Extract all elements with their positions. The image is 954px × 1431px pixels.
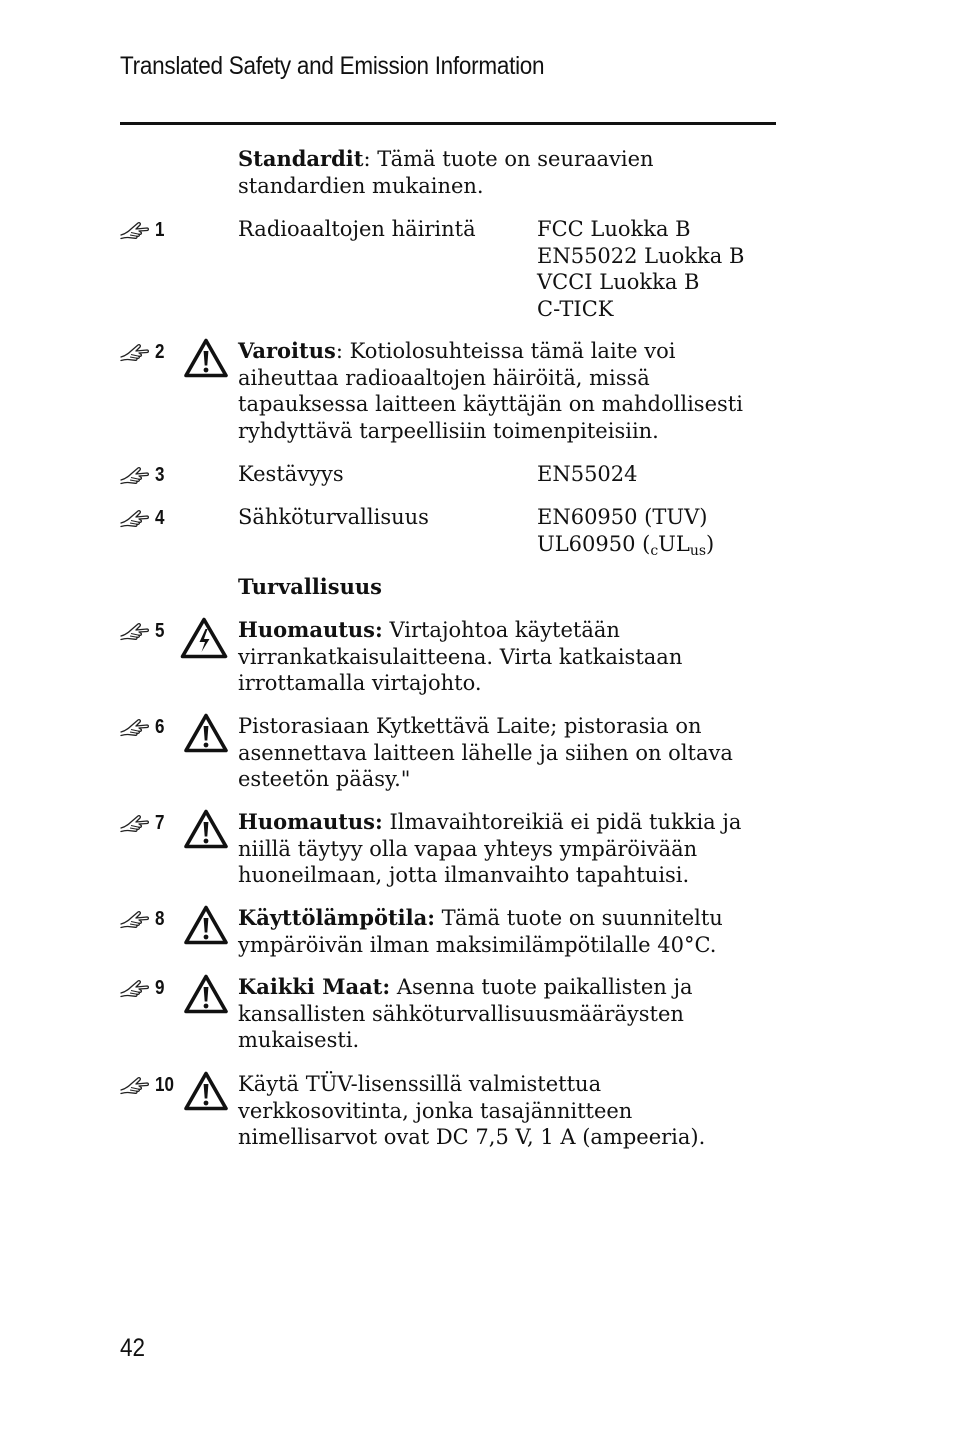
item-text: Käytä TÜV-lisenssillä valmistettua verkkosovitinta, jonka tasajännitteen nimellisarvot ovat DC 7,5 V, 1 A (ampeeria). bbox=[238, 1072, 706, 1149]
item-label: Radioaaltojen häirintä bbox=[238, 217, 476, 241]
pointing-hand-icon bbox=[119, 342, 151, 362]
pointing-hand-icon bbox=[119, 1075, 151, 1095]
item-marker: 1 bbox=[119, 218, 166, 242]
standards-intro-text: Standardit: Tämä tuote on seuraavien standardien mukainen. bbox=[238, 146, 654, 198]
item-marker: 6 bbox=[119, 715, 166, 739]
item-label: Sähköturvallisuus bbox=[238, 505, 429, 529]
pointing-hand-icon bbox=[119, 909, 151, 929]
header-rule bbox=[120, 122, 776, 125]
item-text: Käyttölämpötila: Tämä tuote on suunniteltu ympäröivän ilman maksimilämpötilalle 40°C. bbox=[238, 905, 723, 957]
warning-icon bbox=[184, 905, 228, 945]
item-marker: 2 bbox=[119, 340, 166, 364]
item-marker: 8 bbox=[119, 907, 166, 931]
pointing-hand-icon bbox=[119, 813, 151, 833]
item-text: Huomautus: Virtajohtoa käytetään virrankatkaisulaitteena. Virta katkaistaan irrottamalla virtajohto. bbox=[238, 617, 683, 695]
item-text: Huomautus: Ilmavaihtoreikiä ei pidä tukkia ja niillä täytyy olla vapaa yhteys ympäröivään huoneilmaan, jotta ilmanvaihto tapahtuisi. bbox=[238, 809, 742, 887]
item-label: Kestävyys bbox=[238, 462, 344, 486]
item-marker: 3 bbox=[119, 463, 166, 487]
electrical-hazard-icon bbox=[180, 617, 228, 659]
page-header-title: Translated Safety and Emission Information bbox=[120, 52, 545, 80]
standards-label: Standardit bbox=[238, 146, 364, 171]
item-text: Varoitus: Kotiolosuhteissa tämä laite voi aiheuttaa radioaaltojen häiröitä, missä tapauksessa laitteen käyttäjän on mahdollisesti ryhdyttävä tarpeellisiin toimenpiteisiin. bbox=[238, 338, 743, 443]
item-marker: 5 bbox=[119, 619, 166, 643]
item-text: Pistorasiaan Kytkettävä Laite; pistorasia on asennettava laitteen lähelle ja siihen on oltava esteetön pääsy." bbox=[238, 714, 733, 791]
warning-icon bbox=[184, 1071, 228, 1111]
item-marker: 4 bbox=[119, 506, 166, 530]
pointing-hand-icon bbox=[119, 717, 151, 737]
item-values: EN55024 bbox=[537, 462, 638, 486]
pointing-hand-icon bbox=[119, 220, 151, 240]
warning-icon bbox=[184, 338, 228, 378]
pointing-hand-icon bbox=[119, 978, 151, 998]
warning-icon bbox=[184, 809, 228, 849]
item-text: Kaikki Maat: Asenna tuote paikallisten ja kansallisten sähköturvallisuusmääräysten mukaisesti. bbox=[238, 974, 693, 1052]
pointing-hand-icon bbox=[119, 621, 151, 641]
warning-icon bbox=[184, 713, 228, 753]
item-marker: 7 bbox=[119, 811, 166, 835]
pointing-hand-icon bbox=[119, 465, 151, 485]
item-values: FCC Luokka B EN55022 Luokka B VCCI Luokka B C-TICK bbox=[537, 217, 745, 321]
pointing-hand-icon bbox=[119, 508, 151, 528]
warning-icon bbox=[184, 974, 228, 1014]
item-marker: 10 bbox=[119, 1073, 177, 1097]
page-number: 42 bbox=[120, 1334, 146, 1362]
item-marker: 9 bbox=[119, 976, 166, 1000]
section-heading-text: Turvallisuus bbox=[238, 574, 382, 599]
item-values: EN60950 (TUV) UL60950 $(_cUL_{us})$ bbox=[537, 505, 715, 559]
